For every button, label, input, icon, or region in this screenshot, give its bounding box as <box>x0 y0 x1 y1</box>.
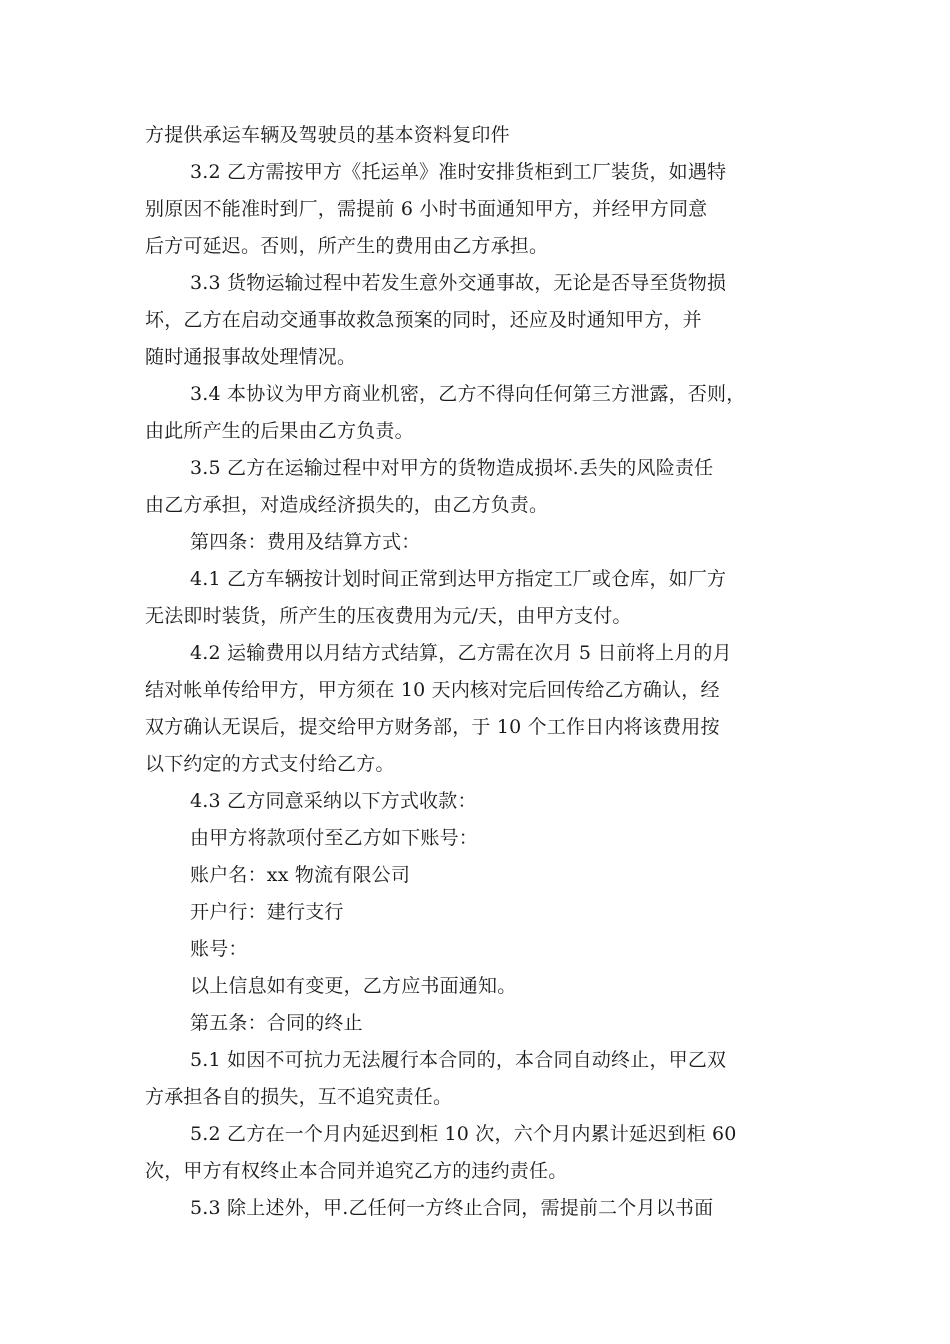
text-line: 3.5 乙方在运输过程中对甲方的货物造成损坏.丢失的风险责任 <box>190 457 714 479</box>
text-line: 以上信息如有变更，乙方应书面通知。 <box>190 975 517 997</box>
section-heading: 第四条：费用及结算方式： <box>190 531 421 553</box>
text-line: 次，甲方有权终止本合同并追究乙方的违约责任。 <box>145 1160 568 1182</box>
text-line: 结对帐单传给甲方，甲方须在 10 天内核对完后回传给乙方确认，经 <box>145 679 720 701</box>
text-line: 3.3 货物运输过程中若发生意外交通事故，无论是否导至货物损 <box>190 272 727 294</box>
text-line: 后方可延迟。否则，所产生的费用由乙方承担。 <box>145 235 549 257</box>
text-line: 4.2 运输费用以月结方式结算，乙方需在次月 5 日前将上月的月 <box>190 642 732 664</box>
text-line: 方提供承运车辆及驾驶员的基本资料复印件 <box>145 124 510 146</box>
text-line: 方承担各自的损失，互不追究责任。 <box>145 1086 453 1108</box>
text-line: 由甲方将款项付至乙方如下账号： <box>190 827 479 849</box>
text-line: 由此所产生的后果由乙方负责。 <box>145 420 414 442</box>
text-line: 无法即时装货，所产生的压夜费用为元/天，由甲方支付。 <box>145 605 632 627</box>
text-line: 坏，乙方在启动交通事故救急预案的同时，还应及时通知甲方，并 <box>145 309 702 331</box>
text-line: 3.2 乙方需按甲方《托运单》准时安排货柜到工厂装货，如遇特 <box>190 161 727 183</box>
text-line: 5.2 乙方在一个月内延迟到柜 10 次，六个月内累计延迟到柜 60 <box>190 1123 737 1145</box>
text-line: 4.1 乙方车辆按计划时间正常到达甲方指定工厂或仓库，如厂方 <box>190 568 727 590</box>
document-body <box>145 117 825 1227</box>
account-number-line: 账号： <box>190 938 248 960</box>
text-line: 由乙方承担，对造成经济损失的，由乙方负责。 <box>145 494 549 516</box>
bank-line: 开户行：建行支行 <box>190 901 344 923</box>
text-line: 5.1 如因不可抗力无法履行本合同的，本合同自动终止，甲乙双 <box>190 1049 727 1071</box>
text-line: 别原因不能准时到厂，需提前 6 小时书面通知甲方，并经甲方同意 <box>145 198 708 220</box>
text-line: 4.3 乙方同意采纳以下方式收款： <box>190 790 477 812</box>
section-heading: 第五条：合同的终止 <box>190 1012 363 1034</box>
text-line: 以下约定的方式支付给乙方。 <box>145 753 395 775</box>
text-line: 3.4 本协议为甲方商业机密，乙方不得向任何第三方泄露，否则， <box>190 383 746 405</box>
text-line: 5.3 除上述外，甲.乙任何一方终止合同，需提前二个月以书面 <box>190 1197 714 1219</box>
text-line: 随时通报事故处理情况。 <box>145 346 357 368</box>
text-line: 双方确认无误后，提交给甲方财务部，于 10 个工作日内将该费用按 <box>145 716 720 738</box>
account-name-line: 账户名：xx 物流有限公司 <box>190 864 411 886</box>
